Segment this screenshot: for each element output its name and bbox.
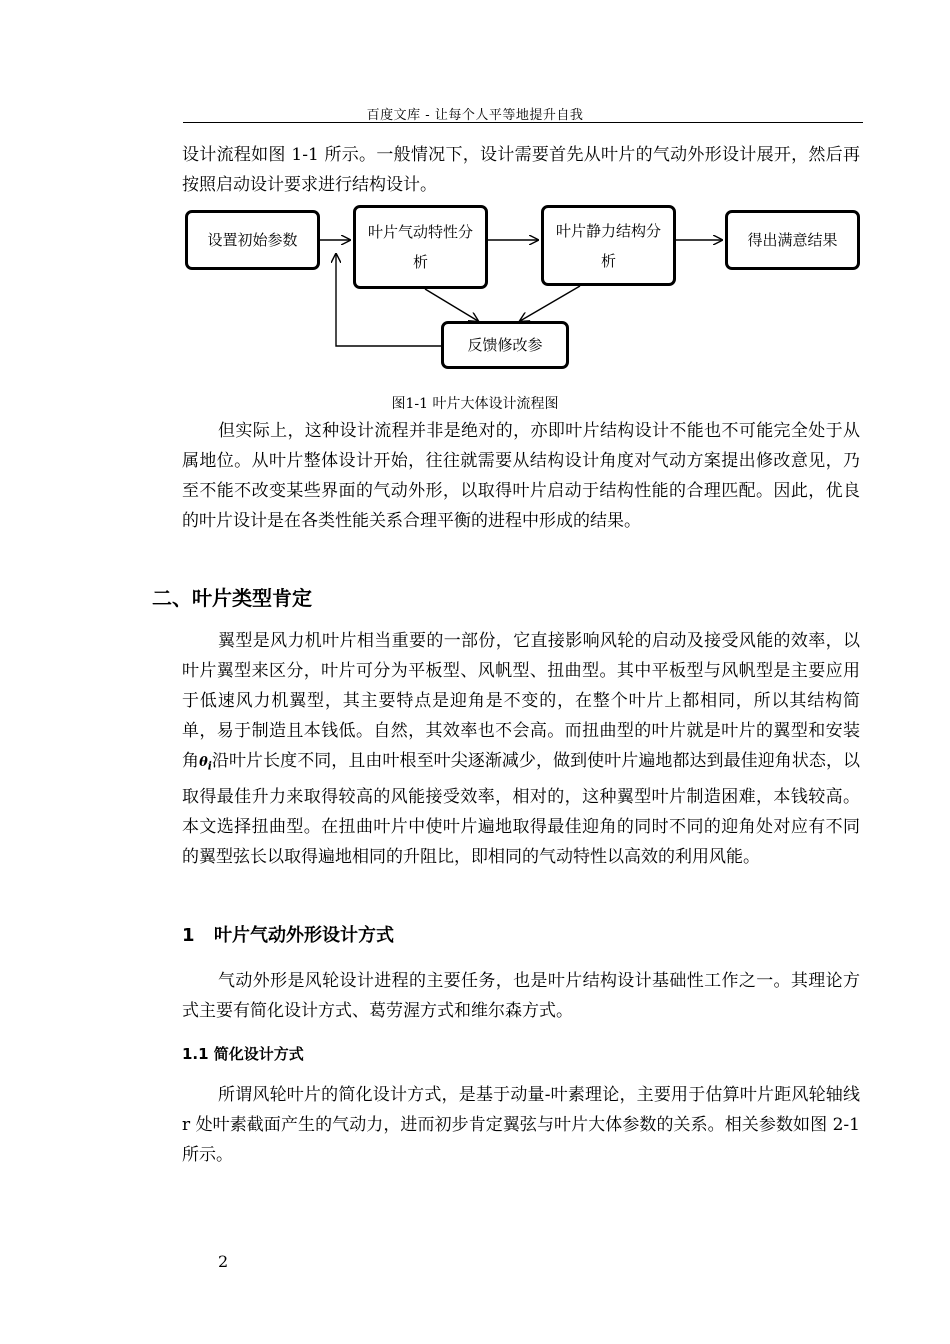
flow-box-static-analysis — [541, 205, 676, 286]
theta-letter: θ — [199, 755, 208, 770]
airfoil-text-part-b: 沿叶片长度不同，且由叶根至叶尖逐渐减少，做到使叶片遍地都达到最佳迎角状态，以取得最佳升力来取得较高的风能接受效率，相对的，这种翼型叶片制造困难，本钱较高。本文选择扭曲型。在扭曲叶片中使叶片遍地取得最佳迎角的同时不同的迎角处对应有不同的翼型弦长以取得遍地相同的升阻比，即相同的气动特性以高效的利用风能。 — [182, 751, 861, 867]
paragraph-airfoil-types — [182, 626, 860, 872]
theta-symbol — [199, 755, 212, 773]
page-header: 百度文库 - 让每个人平等地提升自我 — [366, 108, 584, 123]
flow-box-result — [725, 210, 860, 270]
flow-box-aero-label: 叶片气动特性分析 — [367, 223, 473, 271]
airfoil-text-part-a: 翼型是风力机叶片相当重要的一部份，它直接影响风轮的启动及接受风能的效率，以叶片翼型来区分，叶片可分为平板型、风帆型、扭曲型。其中平板型与风帆型是主要应用于低速风力机翼型，其主要特点是迎角是不变的，在整个叶片上都相同，所以其结构简单，易于制造且本钱低。自然，其效率也不会高。而扭曲型的叶片就是叶片的翼型和安装角 — [182, 631, 860, 771]
flow-box-init-label: 设置初始参数 — [207, 231, 298, 249]
paragraph-flow-explanation: 但实际上，这种设计流程并非是绝对的，亦即叶片结构设计不能也不可能完全处于从属地位。从叶片整体设计开始，往往就需要从结构设计角度对气动方案提出修改意见，乃至不能不改变某些界面的气动外形，以取得叶片启动于结构性能的合理匹配。因此，优良的叶片设计是在各类性能关系合理平衡的进程中形成的结果。 — [182, 421, 860, 531]
subsection-number: 1 — [182, 925, 195, 946]
flow-box-init — [185, 210, 320, 270]
flow-box-static-label: 叶片静力结构分析 — [555, 221, 661, 270]
flow-box-feedback — [441, 321, 569, 369]
intro-paragraph: 设计流程如图 1-1 所示。一般情况下，设计需要首先从叶片的气动外形设计展开，然后再按照启动设计要求进行结构设计。 — [182, 145, 860, 195]
flow-box-feedback-label: 反馈修改参 — [467, 336, 543, 354]
flow-box-result-label: 得出满意结果 — [747, 231, 838, 249]
section-heading-blade-type: 二、叶片类型肯定 — [152, 586, 312, 610]
arrow-aero-to-feedback — [425, 289, 478, 321]
page-number: 2 — [218, 1252, 229, 1271]
paragraph-aero-design: 气动外形是风轮设计进程的主要任务，也是叶片结构设计基础性工作之一。其理论方式主要有简化设计方式、葛劳渥方式和维尔森方式。 — [182, 971, 860, 1021]
figure-caption: 图1-1 叶片大体设计流程图 — [391, 396, 559, 412]
theta-subscript: i — [207, 759, 212, 773]
paragraph-simplified-method: 所谓风轮叶片的简化设计方式，是基于动量-叶素理论，主要用于估算叶片距风轮轴线 r 处叶素截面产生的气动力，进而初步肯定翼弦与叶片大体参数的关系。相关参数如图 2-1 所示。 — [182, 1085, 860, 1165]
arrow-static-to-feedback — [520, 286, 580, 321]
subsection-title: 叶片气动外形设计方式 — [214, 925, 394, 946]
subsection-heading-aero-design — [182, 921, 394, 947]
flow-box-aero-analysis — [353, 205, 488, 289]
subsection-heading-simplified-method: 1.1 简化设计方式 — [182, 1045, 304, 1063]
